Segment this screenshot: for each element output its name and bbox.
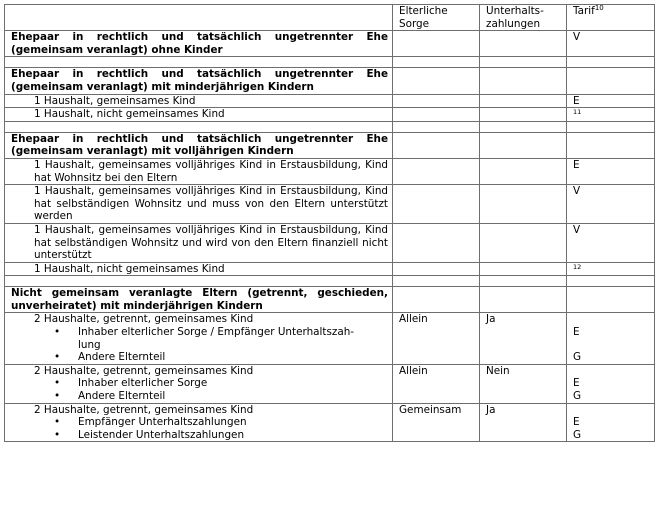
- bullet-item: • Andere Elternteil: [34, 351, 388, 364]
- header-unterhaltszahlungen: Unterhalts-zahlungen: [480, 5, 567, 31]
- row-label: 1 Haushalt, nicht gemeinsames Kind: [5, 262, 393, 276]
- bullet-item: • Empfänger Unterhaltszahlungen: [34, 416, 388, 429]
- tarif-value: G: [573, 428, 582, 441]
- footnote-marker: 12: [567, 262, 655, 276]
- spacer-row: [5, 121, 655, 132]
- header-tarif-label: Tarif: [573, 5, 595, 17]
- tarif-value: E: [567, 158, 655, 184]
- table-row: [5, 223, 655, 262]
- sorge-value: Allein: [393, 364, 480, 403]
- section-title-row: [5, 132, 655, 158]
- footnote-marker: 10: [594, 4, 604, 12]
- section-title: Nicht gemeinsam veranlagte Eltern (getrennt, geschieden, unverheiratet) mit minderjährigen Kindern: [5, 287, 393, 313]
- table-row: [5, 94, 655, 108]
- tarif-value: E: [567, 94, 655, 108]
- table-row: [5, 108, 655, 122]
- section-title: Ehepaar in rechtlich und tatsächlich ungetrennter Ehe (gemeinsam veranlagt) mit volljährigen Kindern: [5, 132, 393, 158]
- tarif-value: E: [573, 377, 580, 390]
- table-row: [5, 364, 655, 403]
- spacer-row: [5, 57, 655, 68]
- bullet-list: [34, 377, 388, 402]
- table-row: [5, 262, 655, 276]
- bullet-item: • Andere Elternteil: [34, 390, 388, 403]
- sorge-value: Allein: [393, 313, 480, 364]
- row-label: 2 Haushalte, getrennt, gemeinsames Kind: [34, 364, 254, 377]
- unterhalt-value: Nein: [480, 364, 567, 403]
- section-title-row: [5, 68, 655, 94]
- bullet-item: • Inhaber elterlicher Sorge / Empfänger Unterhaltszah-: [34, 326, 388, 339]
- table-row: [5, 313, 655, 364]
- header-tarif: [567, 5, 655, 31]
- table-row: [5, 158, 655, 184]
- table-row: [5, 403, 655, 442]
- section-title: Ehepaar in rechtlich und tatsächlich ungetrennter Ehe (gemeinsam veranlagt) mit minderjährigen Kindern: [5, 68, 393, 94]
- tarif-value: G: [573, 390, 582, 403]
- bullet-list: [34, 326, 388, 364]
- bullet-continuation: lung: [78, 338, 101, 351]
- row-label: 1 Haushalt, gemeinsames Kind: [5, 94, 393, 108]
- table-header-row: [5, 5, 655, 31]
- tarif-value: G: [573, 351, 582, 364]
- footnote-marker: 11: [567, 108, 655, 122]
- header-cell-empty: [5, 5, 393, 31]
- tariff-table: [4, 4, 655, 442]
- row-label: 1 Haushalt, nicht gemeinsames Kind: [5, 108, 393, 122]
- row-label: 1 Haushalt, gemeinsames volljähriges Kind in Erstausbildung, Kind hat Wohnsitz bei den Eltern: [5, 158, 393, 184]
- unterhalt-value: Ja: [480, 313, 567, 364]
- tarif-value: V: [567, 185, 655, 224]
- unterhalt-value: Ja: [480, 403, 567, 442]
- section-title: Ehepaar in rechtlich und tatsächlich ungetrennter Ehe (gemeinsam veranlagt) ohne Kinder: [5, 31, 393, 57]
- row-label: 1 Haushalt, gemeinsames volljähriges Kind in Erstausbildung, Kind hat selbständigen Wohnsitz und muss von den Eltern unterstützt werden: [5, 185, 393, 224]
- tarif-value: V: [567, 223, 655, 262]
- section-title-row: [5, 31, 655, 57]
- bullet-item: • Leistender Unterhaltszahlungen: [34, 429, 388, 442]
- row-label: 1 Haushalt, gemeinsames volljähriges Kind in Erstausbildung, Kind hat selbständigen Wohnsitz und wird von den Eltern finanziell nicht unterstützt: [5, 223, 393, 262]
- bullet-list: [34, 416, 388, 441]
- tarif-value: V: [567, 31, 655, 57]
- table-row: [5, 185, 655, 224]
- tarif-value: E: [573, 416, 580, 429]
- section-title-row: [5, 287, 655, 313]
- sorge-value: Gemeinsam: [393, 403, 480, 442]
- tarif-value: E: [573, 326, 580, 339]
- header-elterliche-sorge: Elterliche Sorge: [393, 5, 480, 31]
- row-label: 2 Haushalte, getrennt, gemeinsames Kind: [34, 313, 254, 326]
- row-label: 2 Haushalte, getrennt, gemeinsames Kind: [34, 403, 254, 416]
- spacer-row: [5, 276, 655, 287]
- bullet-item: • Inhaber elterlicher Sorge: [34, 377, 388, 390]
